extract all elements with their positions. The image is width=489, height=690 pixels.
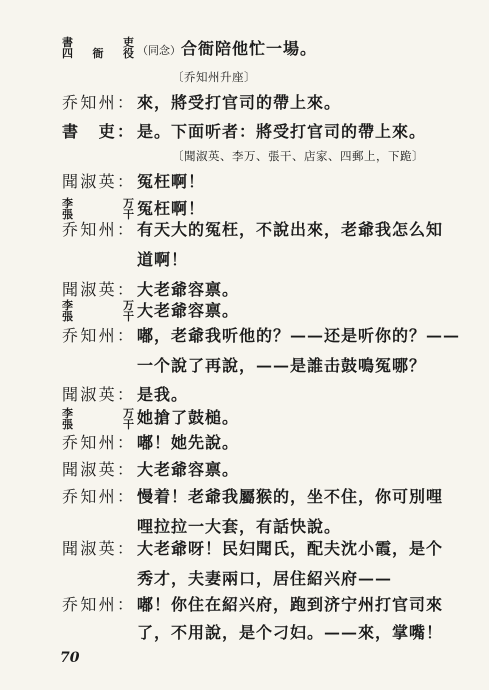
speaker-group: [62, 300, 134, 322]
stage-note: （同念）: [137, 44, 181, 57]
dialogue-text: 她搶了鼓槌。: [137, 408, 240, 427]
speaker-name: 書 吏: [62, 36, 134, 49]
dialogue-text: 冤枉啊！: [137, 199, 206, 218]
speaker-name: 乔知州：: [62, 595, 134, 614]
speaker-name: 李 万: [62, 197, 134, 210]
speaker-name: 乔知州：: [62, 220, 134, 239]
dialogue-text: 慢着！老爺我屬猴的，坐不住，你可別哩: [137, 487, 444, 506]
dialogue-text: 了，不用說，是个刁妇。——來，掌嘴！: [137, 623, 444, 642]
dialogue-text: 冤枉啊！: [137, 172, 206, 191]
speaker-group: [62, 37, 134, 59]
dialogue-text: 道啊！: [137, 250, 189, 269]
dialogue-text: 大老爺容禀。: [137, 460, 240, 479]
dialogue-text: 是我。: [137, 385, 189, 404]
speaker-name: 乔知州：: [62, 93, 134, 112]
speaker-name: 張 干: [62, 208, 134, 221]
speaker-name: 李 万: [62, 407, 134, 420]
dialogue-text: 嘟！她先說。: [137, 433, 240, 452]
dialogue-text: [137, 34, 449, 66]
dialogue-text: 秀才，夫妻兩口，居住紹兴府——: [137, 569, 393, 588]
speaker-name: 書 吏：: [62, 122, 134, 141]
speaker-group: [62, 408, 134, 430]
dialogue-text: 來，將受打官司的帶上來。: [137, 93, 342, 112]
dialogue-text: 嘟，老爺我听他的？——还是听你的？——: [137, 326, 461, 345]
dialogue-text: 嘟！你住在紹兴府，跑到济宁州打官司來: [137, 595, 444, 614]
speaker-name: 乔知州：: [62, 433, 134, 452]
page-number: 70: [60, 650, 80, 666]
speaker-name: 張 干: [62, 310, 134, 323]
speaker-name: 聞淑英：: [62, 172, 134, 191]
dialogue-text: 是。下面听者：將受打官司的帶上來。: [137, 122, 427, 141]
speaker-name: 乔知州：: [62, 326, 134, 345]
speaker-name: 聞淑英：: [62, 539, 134, 558]
stage-direction: 〔聞淑英、李万、張干、店家、四郵上，下跪〕: [172, 149, 424, 163]
dialogue-text: 大老爺呀！民妇聞氏，配夫沈小霞，是个: [137, 539, 444, 558]
speaker-name: 乔知州：: [62, 487, 134, 506]
dialogue-text-content: 合衙陪他忙一場。: [181, 39, 318, 58]
dialogue-text: 有天大的冤枉，不說出來，老爺我怎么知: [137, 220, 444, 239]
speaker-name: 李 万: [62, 299, 134, 312]
dialogue-text: 大老爺容禀。: [137, 280, 240, 299]
speaker-name: 四衙役: [62, 47, 134, 60]
dialogue-text: 大老爺容禀。: [137, 301, 240, 320]
speaker-name: 聞淑英：: [62, 460, 134, 479]
speaker-name: 聞淑英：: [62, 385, 134, 404]
dialogue-text: 哩拉拉一大套，有話快說。: [137, 517, 342, 536]
speaker-name: 聞淑英：: [62, 280, 134, 299]
dialogue-text: 一个說了再說，——是誰击鼓鳴冤哪？: [137, 356, 427, 375]
stage-direction: 〔乔知州升座〕: [172, 70, 256, 84]
speaker-name: 張 干: [62, 418, 134, 431]
